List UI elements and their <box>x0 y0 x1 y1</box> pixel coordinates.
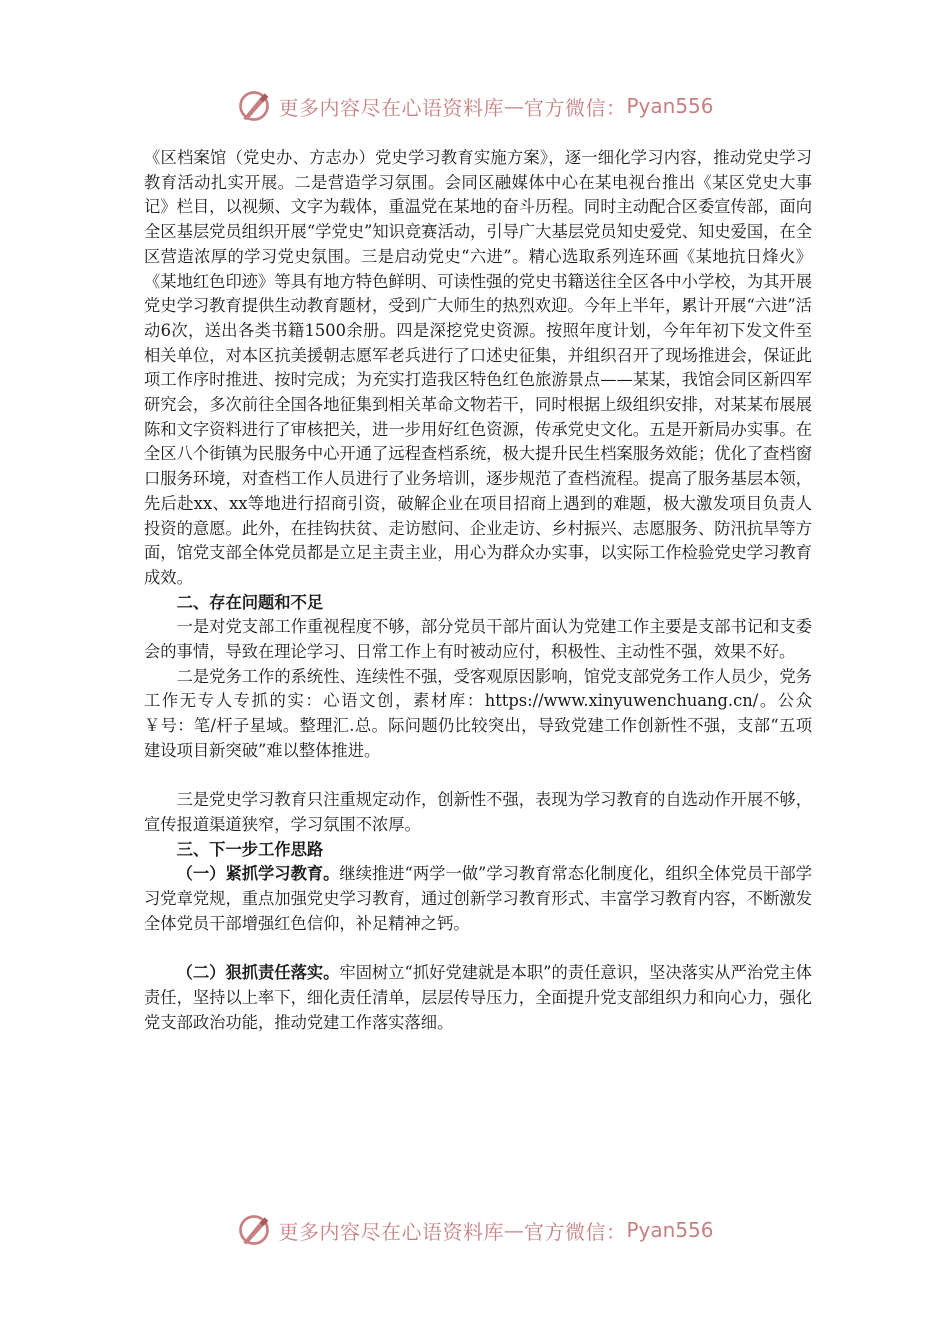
paragraph-gap <box>144 764 812 789</box>
banner-main-text: 更多内容尽在心语资料库 <box>278 95 504 120</box>
document-body <box>144 146 812 1035</box>
paragraph: 三是党史学习教育只注重规定动作，创新性不强，表现为学习教育的自选动作开展不够，宣传报道渠道狭窄，学习氛围不浓厚。 <box>144 790 812 834</box>
paragraph-lead: （一）紧抓学习教育。 <box>176 864 340 884</box>
paragraph-text: 继续推进“两学一做”学习教育常态化制度化，组织全体党员干部学习党章党规，重点加强党史学习教育，通过创新学习教育形式、丰富学习教育内容，不断激发全体党员干部增强红色信仰，补足精神之钙。 <box>144 864 812 933</box>
paragraph: 一是对党支部工作重视程度不够，部分党员干部片面认为党建工作主要是支部书记和支委会的事情，导致在理论学习、日常工作上有时被动应付，积极性、主动性不强，效果不好。 <box>144 617 812 662</box>
paragraph-lead: （二）狠抓责任落实。 <box>176 963 340 983</box>
section-heading: 二、存在问题和不足 <box>176 592 324 612</box>
footer-banner <box>0 1208 950 1252</box>
header-banner <box>0 84 950 128</box>
banner-wechat-label: 官方微信： <box>523 1219 627 1244</box>
paragraph: 《区档案馆（党史办、方志办）党史学习教育实施方案》，逐一细化学习内容，推动党史学习教育活动扎实开展。二是营造学习氛围。会同区融媒体中心在某电视台推出《某区党史大事记》栏目，以视频、文字为载体，重温党在某地的奋斗历程。同时主动配合区委宣传部，面向全区基层党员组织开展“学党史”知识竞赛活动，引导广大基层党员知史爱党、知史爱国，在全区营造浓厚的学习党史氛围。三是启动党史“六进”。精心选取系列连环画《某地抗日烽火》《某地红色印迹》等具有地方特色鲜明、可读性强的党史书籍送往全区各中小学校，为其开展党史学习教育提供生动教育题材，受到广大师生的热烈欢迎。今年上半年，累计开展“六进”活动6次，送出各类书籍1500余册。四是深挖党史资源。按照年度计划，今年年初下发文件至相关单位，对本区抗美援朝志愿军老兵进行了口述史征集，并组织召开了现场推进会，保证此项工作序时推进、按时完成；为充实打造我区特色红色旅游景点——某某，我馆会同区新四军研究会，多次前往全国各地征集到相关革命文物若干，同时根据上级组织安排，对某某布展展陈和文字资料进行了审核把关，进一步用好红色资源，传承党史文化。五是开新局办实事。在全区八个街镇为民服务中心开通了远程查档系统，极大提升民生档案服务效能；优化了查档窗口服务环境，对查档工作人员进行了业务培训，逐步规范了查档流程。提高了服务基层本领，先后赴xx、xx等地进行招商引资，破解企业在项目招商上遇到的难题，极大激发项目负责人投资的意愿。此外，在挂钩扶贫、走访慰问、企业走访、乡村振兴、志愿服务、防汛抗旱等方面，馆党支部全体党员都是立足主责主业，用心为群众办实事，以实际工作检验党史学习教育成效。 <box>144 148 812 587</box>
banner-separator: — <box>503 94 524 118</box>
banner-main-text: 更多内容尽在心语资料库 <box>278 1219 504 1244</box>
paragraph-text: 牢固树立“抓好党建就是本职”的责任意识，坚决落实从严治党主体责任，坚持以上率下，细化责任清单，层层传导压力，全面提升党支部组织力和向心力，强化党支部政治功能，推动党建工作落实落细。 <box>144 963 812 1032</box>
banner-wechat-label: 官方微信： <box>523 95 627 120</box>
pen-logo-icon <box>236 1212 272 1248</box>
banner-wechat-id: Pyan556 <box>626 94 714 118</box>
paragraph: 二是党务工作的系统性、连续性不强，受客观原因影响，馆党支部党务工作人员少，党务工作无专人专抓的实：心语文创，素材库：https://www.xinyuwenchuang.cn/。公众￥号：笔/杆子星域。整理汇.总。际问题仍比较突出，导致党建工作创新性不强，支部“五项建设项目新突破”难以整体推进。 <box>144 666 812 760</box>
pen-logo-icon <box>236 88 272 124</box>
paragraph <box>144 961 812 1035</box>
section-heading: 三、下一步工作思路 <box>176 839 324 859</box>
paragraph <box>144 862 812 936</box>
paragraph-gap <box>144 936 812 961</box>
banner-wechat-id: Pyan556 <box>626 1218 714 1242</box>
banner-separator: — <box>503 1218 524 1242</box>
